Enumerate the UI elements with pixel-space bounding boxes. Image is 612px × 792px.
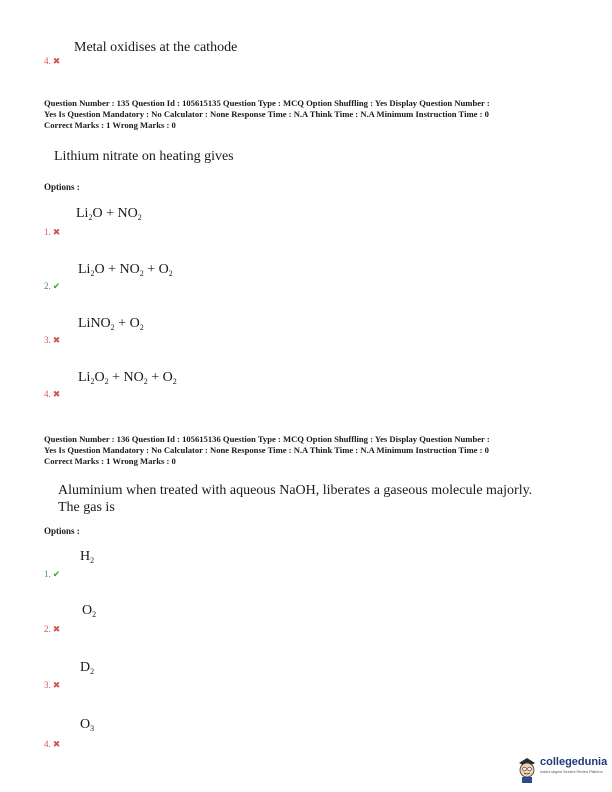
q136-meta: Question Number : 136 Question Id : 105615136 Question Type : MCQ Option Shuffling : Yes Display Question Number : Yes Is Question Mandatory : No Calculator : None Response Time : N.A Think Time : N.A Minimum Instruction Time : 0 Correct Marks : 1 Wrong Marks : 0	[44, 434, 490, 466]
q135-option-4-formula	[78, 370, 177, 386]
q136-option-4-number: 4. ✖	[44, 739, 61, 749]
formula-subscript: 2	[137, 213, 142, 222]
formula-part: + O	[147, 370, 173, 385]
wrong-mark-icon: ✖	[52, 389, 61, 399]
q136-option-3-number: 3. ✖	[44, 680, 61, 690]
prev-option-4-text: Metal oxidises at the cathode	[74, 40, 238, 55]
formula-subscript: 2	[90, 377, 95, 386]
formula-part: Li	[78, 370, 91, 385]
formula-subscript: 2	[139, 323, 144, 332]
formula-part: Li	[78, 262, 91, 277]
formula-part: + O	[143, 262, 169, 277]
formula-subscript: 3	[90, 724, 95, 733]
q136-option-1-formula	[80, 549, 94, 565]
formula-part: + O	[114, 316, 140, 331]
mascot-icon	[516, 754, 538, 784]
q136-option-4-formula	[80, 717, 94, 733]
q135-meta: Question Number : 135 Question Id : 105615135 Question Type : MCQ Option Shuffling : Yes Display Question Number : Yes Is Question Mandatory : No Calculator : None Response Time : N.A Think Time : N.A Minimum Instruction Time : 0 Correct Marks : 1 Wrong Marks : 0	[44, 98, 490, 130]
q135-option-2-number: 2. ✔	[44, 281, 61, 291]
formula-subscript: 2	[90, 269, 95, 278]
collegedunia-logo	[516, 752, 610, 786]
correct-check-icon: ✔	[52, 569, 61, 579]
wrong-mark-icon: ✖	[52, 335, 61, 345]
logo-name: collegedunia	[540, 756, 608, 768]
q135-options-label: Options :	[44, 182, 80, 192]
correct-check-icon: ✔	[52, 281, 61, 291]
q136-option-2-formula	[82, 603, 96, 619]
formula-part: O + NO	[92, 206, 138, 221]
formula-part: Li	[76, 206, 89, 221]
q135-option-3-formula	[78, 316, 144, 332]
q135-option-4-number: 4. ✖	[44, 389, 61, 399]
wrong-mark-icon: ✖	[52, 680, 61, 690]
formula-subscript: 2	[90, 556, 95, 565]
formula-subscript: 2	[110, 323, 115, 332]
formula-part: O + NO	[94, 262, 140, 277]
formula-part: H	[80, 549, 91, 564]
formula-subscript: 2	[139, 269, 144, 278]
formula-subscript: 2	[92, 610, 97, 619]
q136-option-3-formula	[80, 660, 94, 676]
formula-subscript: 2	[172, 377, 177, 386]
q136-option-1-number: 1. ✔	[44, 569, 61, 579]
formula-part: O	[82, 603, 93, 618]
formula-part: O	[94, 370, 105, 385]
formula-part: LiNO	[78, 316, 111, 331]
wrong-mark-icon: ✖	[52, 739, 61, 749]
formula-subscript: 2	[168, 269, 173, 278]
wrong-mark-icon: ✖	[52, 227, 61, 237]
prev-option-4-number: 4. ✖	[44, 56, 61, 66]
formula-part: O	[80, 717, 91, 732]
q136-options-label: Options :	[44, 526, 80, 536]
formula-part: D	[80, 660, 91, 675]
q135-option-1-formula	[76, 206, 142, 222]
q135-option-1-number: 1. ✖	[44, 227, 61, 237]
q135-option-2-formula	[78, 262, 173, 278]
wrong-mark-icon: ✖	[52, 624, 61, 634]
q135-option-3-number: 3. ✖	[44, 335, 61, 345]
q135-question: Lithium nitrate on heating gives	[54, 149, 234, 164]
q136-question: Aluminium when treated with aqueous NaOH, liberates a gaseous molecule majorly. The gas is	[58, 483, 533, 515]
formula-subscript: 2	[90, 667, 95, 676]
formula-subscript: 2	[104, 377, 109, 386]
logo-tagline: India's largest Student Review Platform	[540, 770, 603, 774]
wrong-mark-icon: ✖	[52, 56, 61, 66]
formula-subscript: 2	[88, 213, 93, 222]
q136-option-2-number: 2. ✖	[44, 624, 61, 634]
formula-part: + NO	[108, 370, 144, 385]
formula-subscript: 2	[143, 377, 148, 386]
